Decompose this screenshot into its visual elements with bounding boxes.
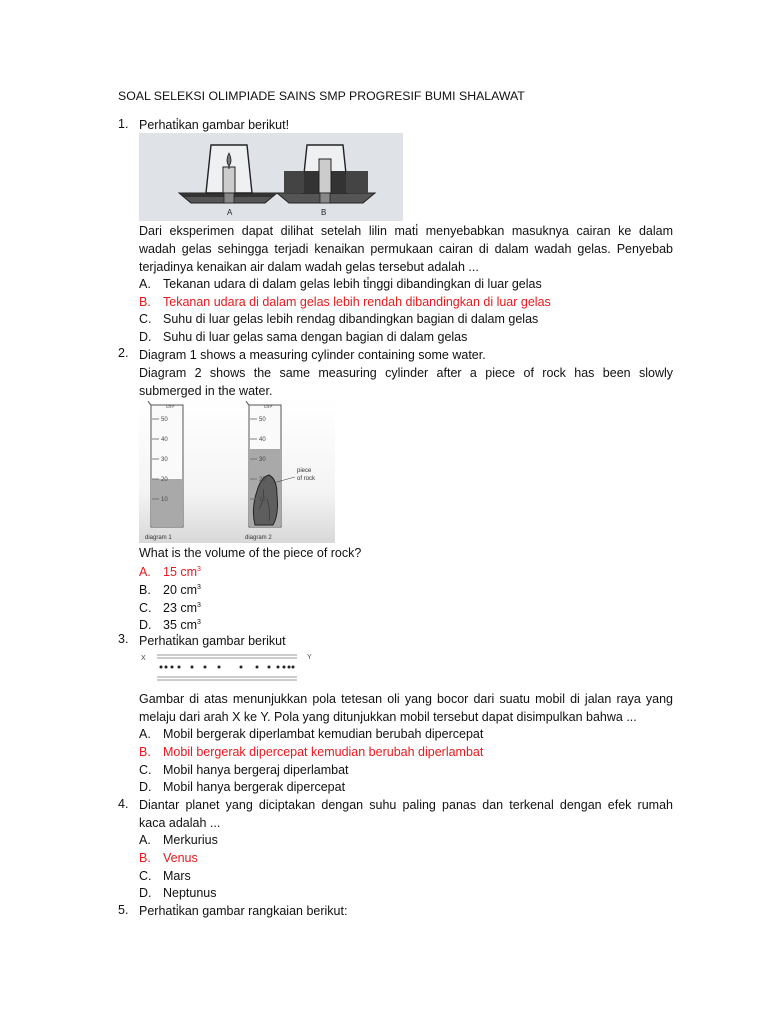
question-1-number: 1.	[118, 117, 129, 131]
question-1-option-b[interactable]: B. Tekanan udara di dalam gelas lebih rendah dibandingkan di luar gelas	[139, 295, 551, 309]
question-2-option-c[interactable]: C. 23 $cm^3$	[139, 601, 201, 615]
road-label-y: Y	[307, 654, 312, 661]
question-3-option-c[interactable]: C. Mobil hanya bergeraj diperlambat	[139, 763, 349, 777]
question-4-line-2: kaca adalah ...	[139, 816, 221, 830]
question-2-option-d[interactable]: D. 35 $cm^3$	[139, 618, 201, 632]
question-1-body-line-1: Dari eksperimen dapat dilihat setelah lilin mati̇ menyebabkan masuknya cairan ke dalam	[139, 224, 673, 238]
svg-text:50: 50	[259, 417, 266, 423]
svg-text:20: 20	[161, 477, 168, 483]
question-2-line-1: Diagram 1 shows a measuring cylinder containing some water.	[139, 348, 486, 362]
question-1-option-c[interactable]: C. Suhu di luar gelas lebih rendag dibandingkan bagian di dalam gelas	[139, 312, 539, 326]
figure-label-a: A	[227, 208, 233, 217]
question-2-line-2: Diagram 2 shows the same measuring cylinder after a piece of rock has been slowly	[139, 366, 673, 380]
rock-label-line-1: piece	[297, 468, 312, 474]
svg-text:50: 50	[161, 417, 168, 423]
figure-label-b: B	[321, 208, 327, 217]
svg-text:20: 20	[259, 477, 266, 483]
svg-text:40: 40	[161, 437, 168, 443]
question-1-option-d[interactable]: D. Suhu di luar gelas sama dengan bagian di dalam gelas	[139, 330, 468, 344]
question-3-number: 3.	[118, 632, 129, 646]
document-title: SOAL SELEKSI OLIMPIADE SAINS SMP PROGRESIF BUMI SHALAWAT	[118, 89, 525, 103]
question-5-prompt: Perhati̇kan gambar rangkaian berikut:	[139, 904, 348, 918]
question-4-option-b[interactable]: B. Venus	[139, 851, 198, 865]
svg-text:10: 10	[161, 497, 168, 503]
question-1-option-a[interactable]: A. Tekanan udara di dalam gelas lebih ti̇nggi dibandingkan di luar gelas	[139, 277, 542, 291]
question-1-body-line-3: terjadinya kenaikan air dalam wadah gelas tersebut adalah ...	[139, 260, 479, 274]
question-1-prompt: Perhati̇kan gambar berikut!	[139, 118, 290, 132]
candle-experiment-figure	[139, 133, 403, 221]
svg-text:30: 30	[161, 457, 168, 463]
svg-text:cm³: cm³	[166, 404, 175, 410]
svg-text:cm³: cm³	[264, 404, 273, 410]
question-4-number: 4.	[118, 797, 129, 811]
question-2-question: What is the volume of the piece of rock?	[139, 546, 362, 560]
question-5-number: 5.	[118, 903, 129, 917]
question-4-option-a[interactable]: A. Merkurius	[139, 833, 218, 847]
oil-drops	[160, 666, 295, 669]
svg-text:10: 10	[259, 497, 266, 503]
question-2-number: 2.	[118, 346, 129, 360]
question-3-prompt: Perhati̇kan gambar berikut	[139, 634, 286, 648]
measuring-cylinder-figure	[139, 399, 335, 543]
question-4-option-d[interactable]: D. Neptunus	[139, 886, 217, 900]
question-4-option-c[interactable]: C. Mars	[139, 869, 191, 883]
svg-text:30: 30	[259, 457, 266, 463]
diagram-2-caption: diagram 2	[245, 535, 272, 541]
question-4-line-1: Diantar planet yang diciptakan dengan suhu paling panas dan terkenal dengan efek rumah	[139, 798, 673, 812]
question-3-body-line-1: Gambar di atas menunjukkan pola tetesan oli yang bocor dari suatu mobil di jalan raya yang	[139, 692, 673, 706]
oil-drip-pattern-figure	[139, 650, 323, 682]
question-3-option-d[interactable]: D. Mobil hanya bergerak dipercepat	[139, 780, 346, 794]
question-3-option-b[interactable]: B. Mobil bergerak dipercepat kemudian berubah diperlambat	[139, 745, 484, 759]
question-3-body-line-2: melaju dari arah X ke Y. Pola yang ditunjukkan mobil tersebut dapat disimpulkan bahwa ...	[139, 710, 637, 724]
question-2-option-b[interactable]: B. 20 $cm^3$	[139, 583, 201, 597]
road-label-x: X	[141, 655, 146, 662]
question-2-line-3: submerged in the water.	[139, 384, 273, 398]
diagram-1-caption: diagram 1	[145, 535, 172, 541]
question-1-body-line-2: wadah gelas sehingga terjadi kenaikan permukaan cairan di dalam wadah gelas. Penyebab	[139, 242, 673, 256]
svg-text:40: 40	[259, 437, 266, 443]
rock-label-line-2: of rock	[297, 476, 316, 482]
question-2-option-a[interactable]: A. 15 $cm^3$	[139, 565, 201, 579]
question-3-option-a[interactable]: A. Mobil bergerak diperlambat kemudian berubah dipercepat	[139, 727, 484, 741]
